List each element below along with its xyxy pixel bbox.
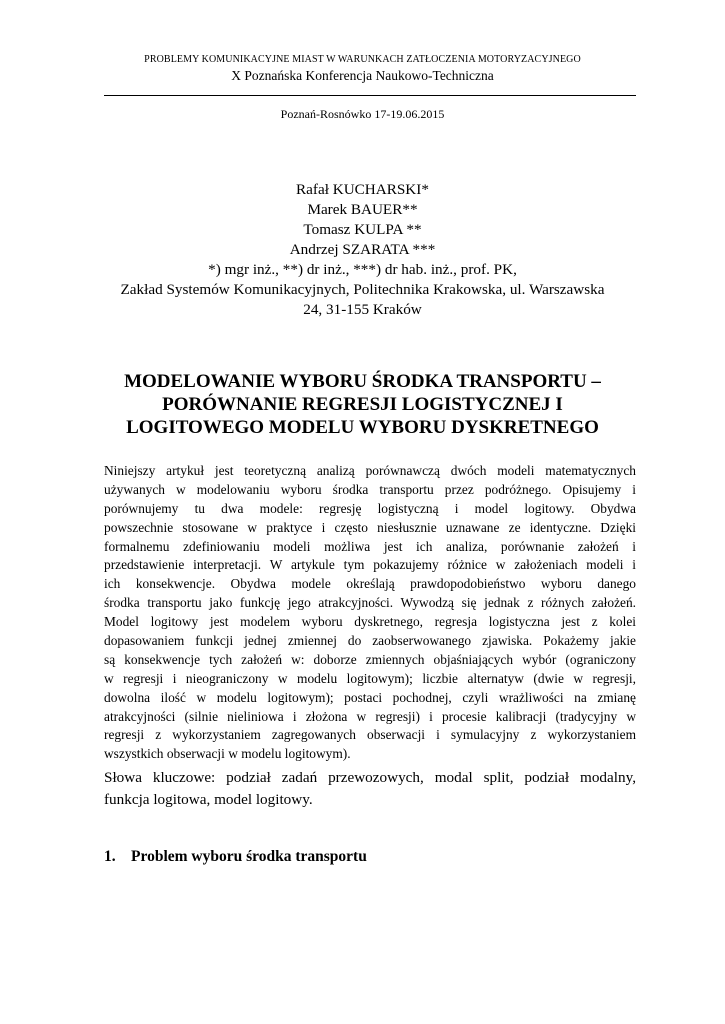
- title-line: MODELOWANIE WYBORU ŚRODKA TRANSPORTU –: [124, 371, 601, 392]
- header-divider: [104, 95, 636, 96]
- section-title: Problem wyboru środka transportu: [131, 848, 367, 865]
- abstract-line: dowolna ilość w modelu logitowym); postaci pochodnej, czyli wrażliwości na zmianę: [104, 689, 636, 705]
- paper-title: [90, 370, 635, 439]
- abstract-line: używanych w modelowaniu wyboru środka transportu przez podróżnego. Opisujemy i: [104, 481, 636, 497]
- section-heading: [104, 848, 367, 866]
- author-name: Tomasz KULPA **: [303, 221, 422, 238]
- abstract-line: przedstawienie interpretacji. W artykule tym pokazujemy różnice w założeniach modeli i: [104, 557, 636, 573]
- abstract-line: środka transportu jako funkcję jego atrakcyjności. Wywodzą się jednak z różnych założeń.: [104, 595, 636, 611]
- title-line: PORÓWNANIE REGRESJI LOGISTYCZNEJ I: [162, 394, 563, 415]
- author-name: Rafał KUCHARSKI*: [296, 181, 429, 198]
- author-name: Andrzej SZARATA ***: [289, 241, 436, 258]
- section-number: 1.: [104, 848, 116, 865]
- abstract-line: Niniejszy artykuł jest teoretyczną analizą porównawczą dwóch modeli matematycznych: [104, 463, 636, 478]
- conference-place-date: Poznań-Rosnówko 17-19.06.2015: [280, 107, 445, 121]
- author-block: [90, 180, 635, 320]
- keywords-line: Słowa kluczowe: podział zadań przewozowych, modal split, podział modalny,: [104, 769, 636, 786]
- abstract: [104, 462, 636, 764]
- abstract-line: wszystkich obserwacji w modelu logitowym).: [104, 746, 351, 762]
- abstract-line: są konsekwencje tych założeń w: doborze zmiennych objaśniających wybór (ograniczony: [104, 651, 636, 667]
- author-name: Marek BAUER**: [307, 201, 418, 218]
- abstract-line: atrakcyjności (silnie nieliniowa i złożona w regresji) i procesie kalibracji (tradycyjny w: [104, 708, 636, 724]
- abstract-line: porównujemy tu dwa modele: regresję logistyczną i model logitowy. Obydwa: [104, 500, 636, 516]
- abstract-line: regresji z wykorzystaniem zagregowanych obserwacji i symulacyjny z wykorzystaniem: [104, 727, 636, 743]
- conference-series: PROBLEMY KOMUNIKACYJNE MIAST W WARUNKACH ZATŁOCZENIA MOTORYZACYJNEGO: [144, 54, 581, 65]
- title-line: LOGITOWEGO MODELU WYBORU DYSKRETNEGO: [126, 417, 599, 438]
- conference-name: X Poznańska Konferencja Naukowo-Techniczna: [231, 68, 494, 83]
- abstract-line: Model logitowy jest modelem wyboru dyskretnego, regresja logistyczna jest z kolei: [104, 614, 636, 630]
- abstract-line: w regresji i nieograniczony w modelu logitowym); liczbie alternatyw (dwie w regresji,: [104, 670, 636, 686]
- abstract-line: ich konsekwencje. Obydwa modele określają prawdopodobieństwo wyboru danego: [104, 576, 636, 592]
- author-degrees: *) mgr inż., **) dr inż., ***) dr hab. inż., prof. PK,: [208, 261, 517, 278]
- keywords-line: funkcja logitowa, model logitowy.: [104, 791, 313, 808]
- abstract-line: formalnemu zdefiniowaniu modeli możliwa jest ich analiza, porównanie założeń i: [104, 538, 636, 554]
- author-affiliation-line: Zakład Systemów Komunikacyjnych, Politechnika Krakowska, ul. Warszawska: [120, 281, 605, 298]
- keywords: [104, 767, 636, 811]
- abstract-line: powszechnie stosowane w praktyce i często niesłusznie uznawane ze identyczne. Dzięki: [104, 519, 636, 535]
- abstract-line: dopasowaniem funkcji jednej zmiennej do zaobserwowanego zjawiska. Pokażemy jakie: [104, 633, 636, 649]
- author-affiliation-line: 24, 31-155 Kraków: [303, 301, 422, 318]
